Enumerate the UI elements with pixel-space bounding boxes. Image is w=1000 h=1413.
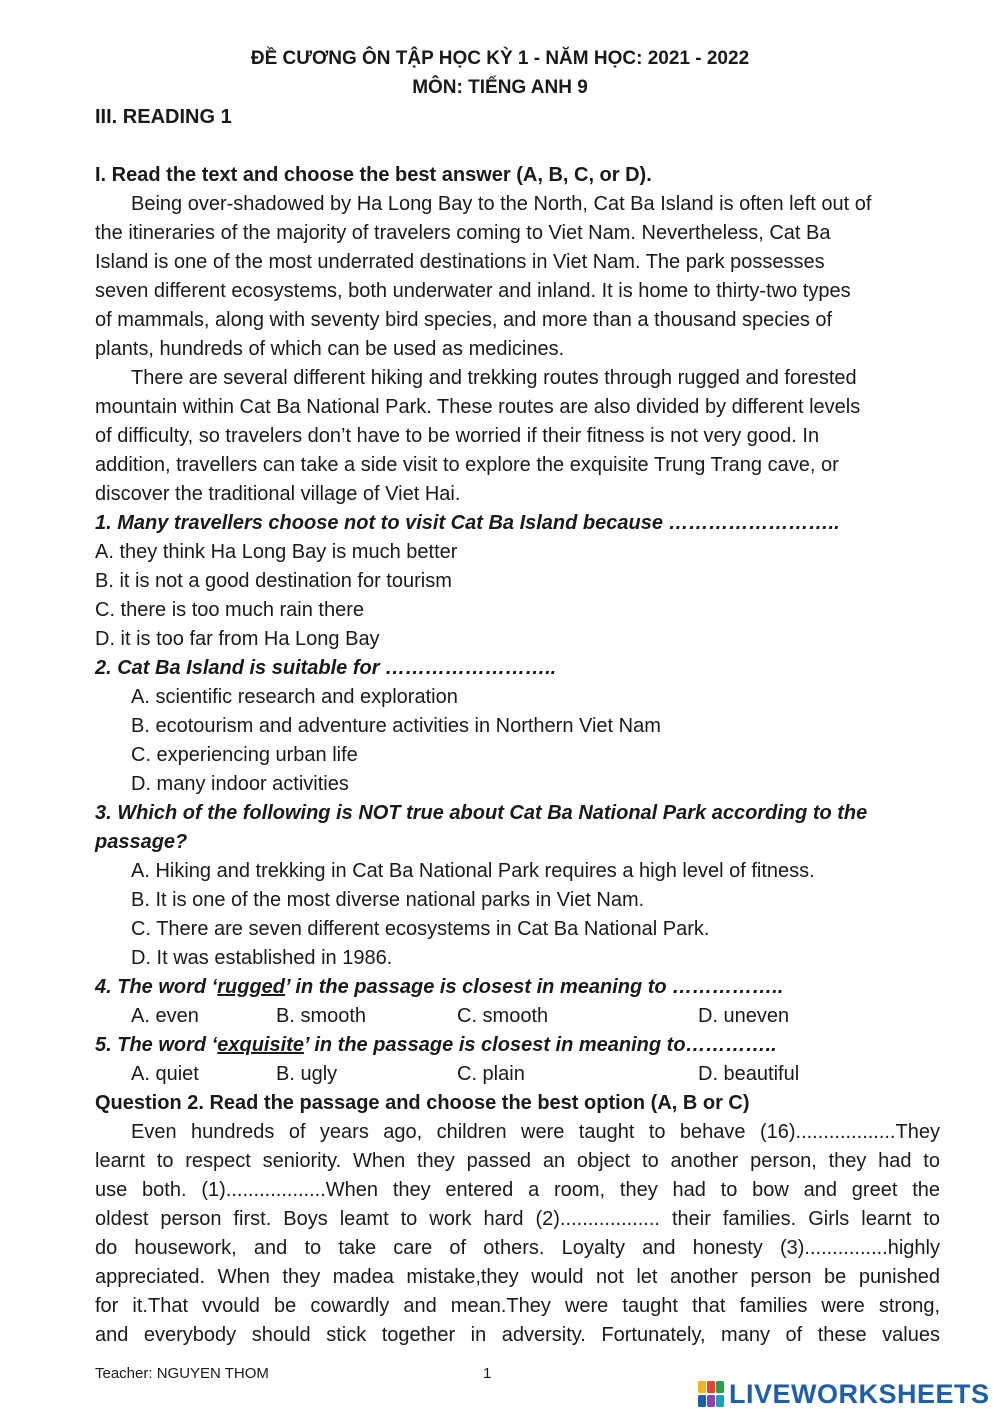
page-title: ĐỀ CƯƠNG ÔN TẬP HỌC KỲ 1 - NĂM HỌC: 2021 - 2022 xyxy=(250,48,750,69)
passage-line: mountain within Cat Ba National Park. These routes are also divided by different levels xyxy=(95,396,861,418)
part2-passage-line: do housework, and to take care of others. Loyalty and honesty (3)...............highly xyxy=(95,1237,940,1259)
passage-line: seven different ecosystems, both underwater and inland. It is home to thirty-two types xyxy=(95,280,851,302)
q4-stem-suffix: ’ in the passage is closest in meaning to …………….. xyxy=(285,976,784,998)
question-5-stem xyxy=(95,1031,940,1060)
question-4-option-a[interactable]: A. even xyxy=(131,1005,199,1027)
question-2-option-d[interactable]: D. many indoor activities xyxy=(131,773,349,795)
part2-passage-line: use both. (1)..................When they entered a room, they had to bow and greet the xyxy=(95,1179,940,1201)
subject-title: MÔN: TIẾNG ANH 9 xyxy=(412,77,588,98)
question-3-option-d[interactable]: D. It was established in 1986. xyxy=(131,947,393,969)
question-3-option-a[interactable]: A. Hiking and trekking in Cat Ba National Park requires a high level of fitness. xyxy=(131,860,815,882)
question-1-option-c[interactable]: C. there is too much rain there xyxy=(95,599,365,621)
part1-passage xyxy=(95,190,940,1350)
part1-instruction: I. Read the text and choose the best answer (A, B, C, or D). xyxy=(95,164,652,186)
question-4-stem xyxy=(95,973,940,1002)
part2-heading: Question 2. Read the passage and choose the best option (A, B or C) xyxy=(95,1092,750,1114)
question-4-option-d[interactable]: D. uneven xyxy=(698,1005,790,1027)
question-5-option-b[interactable]: B. ugly xyxy=(276,1063,338,1085)
question-5-option-a[interactable]: A. quiet xyxy=(131,1063,199,1085)
passage-line: There are several different hiking and trekking routes through rugged and forested xyxy=(131,367,857,389)
brand-name: LIVEWORKSHEETS xyxy=(729,1378,990,1409)
question-5-option-d[interactable]: D. beautiful xyxy=(698,1063,800,1085)
liveworksheets-icon xyxy=(697,1380,725,1408)
question-5-options xyxy=(95,1060,940,1089)
part2-passage-line: appreciated. When they madea mistake,they would not let another person be punished xyxy=(95,1266,940,1288)
footer-teacher: Teacher: NGUYEN THOM xyxy=(95,1365,269,1382)
q4-stem-prefix: 4. The word ‘ xyxy=(95,976,218,998)
liveworksheets-logo[interactable] xyxy=(697,1376,990,1412)
page-number: 1 xyxy=(483,1365,492,1382)
question-3-option-c[interactable]: C. There are seven different ecosystems in Cat Ba National Park. xyxy=(131,918,710,940)
question-2-option-c[interactable]: C. experiencing urban life xyxy=(131,744,358,766)
question-5-option-c[interactable]: C. plain xyxy=(457,1063,525,1085)
passage-line: the itineraries of the majority of travelers coming to Viet Nam. Nevertheless, Cat Ba xyxy=(95,222,831,244)
question-3-stem: 3. Which of the following is NOT true about Cat Ba National Park according to the xyxy=(95,802,868,824)
passage-line: plants, hundreds of which can be used as medicines. xyxy=(95,338,565,360)
section-heading: III. READING 1 xyxy=(95,106,232,128)
part2-passage-line: oldest person first. Boys leamt to work hard (2).................. their families. Girls learnt to xyxy=(95,1208,940,1230)
question-2-stem: 2. Cat Ba Island is suitable for …………………….. xyxy=(95,657,557,679)
question-1-option-b[interactable]: B. it is not a good destination for tourism xyxy=(95,570,452,592)
question-1-option-d[interactable]: D. it is too far from Ha Long Bay xyxy=(95,628,380,650)
part2-passage-line: learnt to respect seniority. When they passed an object to another person, they had to xyxy=(95,1150,940,1172)
question-1-option-a[interactable]: A. they think Ha Long Bay is much better xyxy=(95,541,458,563)
question-4-options xyxy=(95,1002,940,1031)
part2-passage-line: and everybody should stick together in adversity. Fortunately, many of these values xyxy=(95,1324,940,1346)
question-3-stem-cont: passage? xyxy=(95,831,188,853)
part2-passage-line: for it.That vvould be cowardly and mean.They were taught that families were strong, xyxy=(95,1295,940,1317)
passage-line: of mammals, along with seventy bird species, and more than a thousand species of xyxy=(95,309,833,331)
question-2-option-a[interactable]: A. scientific research and exploration xyxy=(131,686,458,708)
passage-line: discover the traditional village of Viet Hai. xyxy=(95,483,461,505)
question-4-option-c[interactable]: C. smooth xyxy=(457,1005,549,1027)
q5-stem-suffix: ’ in the passage is closest in meaning to………….. xyxy=(303,1034,777,1056)
question-4-option-b[interactable]: B. smooth xyxy=(276,1005,367,1027)
question-3-option-b[interactable]: B. It is one of the most diverse national parks in Viet Nam. xyxy=(131,889,645,911)
passage-line: Island is one of the most underrated destinations in Viet Nam. The park possesses xyxy=(95,251,825,273)
q5-keyword: exquisite xyxy=(217,1034,304,1056)
passage-line: addition, travellers can take a side visit to explore the exquisite Trung Trang cave, or xyxy=(95,454,839,476)
q5-stem-prefix: 5. The word ‘ xyxy=(95,1034,218,1056)
question-1-stem: 1. Many travellers choose not to visit Cat Ba Island because …………………….. xyxy=(95,512,840,534)
part2-passage-line: Even hundreds of years ago, children were taught to behave (16)..................They xyxy=(131,1121,940,1143)
question-2-option-b[interactable]: B. ecotourism and adventure activities in Northern Viet Nam xyxy=(131,715,661,737)
passage-line: of difficulty, so travelers don’t have to be worried if their fitness is not very good. In xyxy=(95,425,820,447)
passage-line: Being over-shadowed by Ha Long Bay to the North, Cat Ba Island is often left out of xyxy=(131,193,872,215)
q4-keyword: rugged xyxy=(217,976,286,998)
